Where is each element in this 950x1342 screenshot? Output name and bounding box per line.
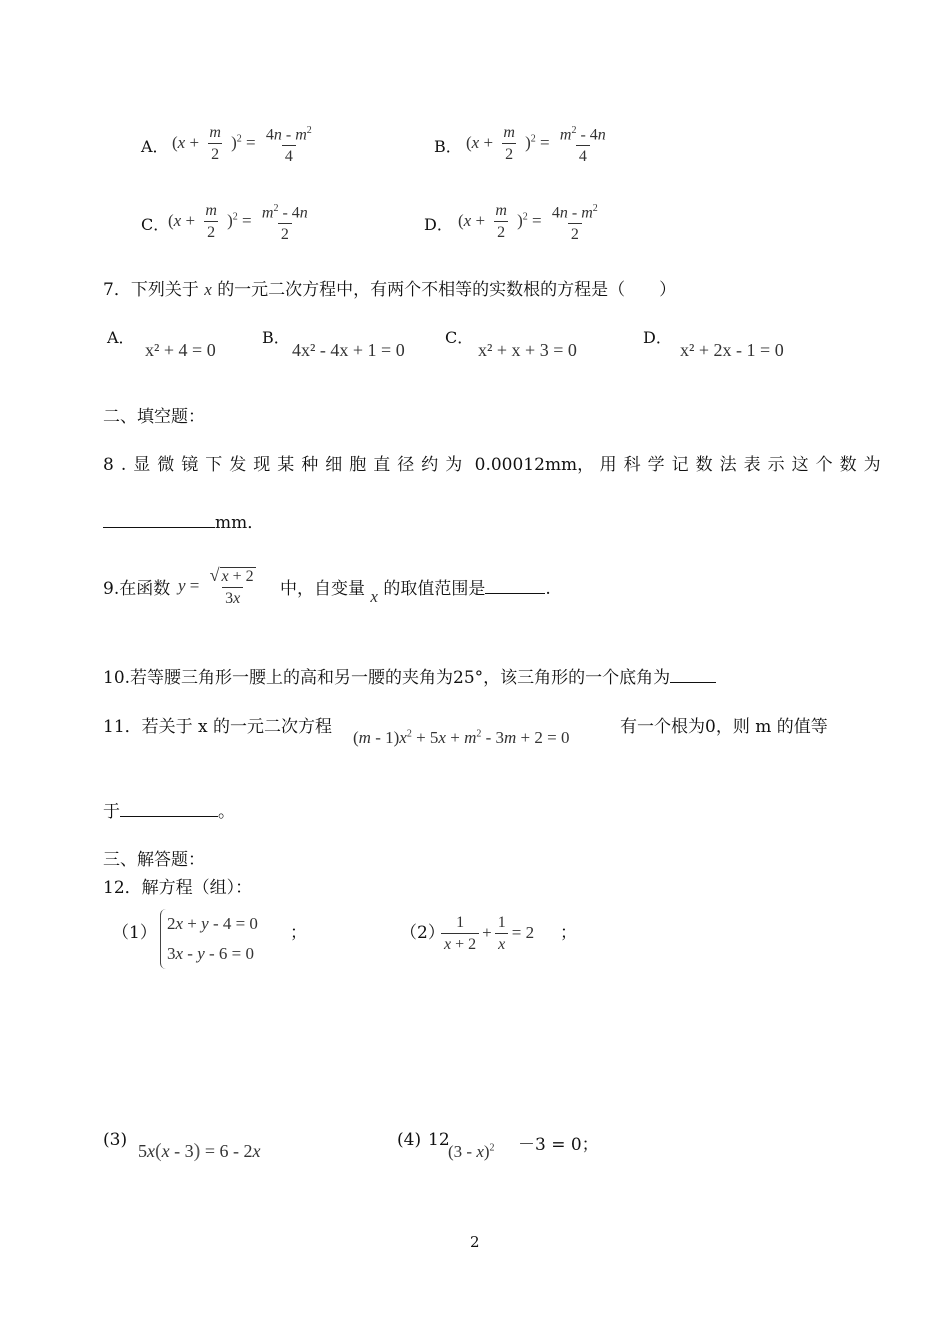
q6-option-c-formula: (x + $\frac{m}{2}$ )$^2$ = $\frac{m^2 - 4n}{2}$ — [168, 202, 308, 244]
q8-stem-rest: 用科学记数法表示这个数为 — [599, 455, 888, 475]
q9-suffix: 的取值范围是 — [383, 579, 486, 599]
q6-option-c-label: C． — [141, 215, 170, 234]
q10-line — [103, 663, 716, 688]
q9-rest — [280, 574, 551, 606]
q7-option-a-formula: x² + 4 = 0 — [145, 340, 216, 360]
q9-prefix: 9.在函数 — [103, 579, 171, 599]
q11-suffix: 有一个根为0，则 m 的值等 — [620, 717, 828, 737]
q9-end: . — [545, 579, 551, 599]
section-2-title: 二、填空题： — [103, 407, 205, 427]
q9-middle: 中，自变量 — [280, 579, 365, 599]
q9-function-formula: y = $\frac{√ x + 2}{3x}$ — [178, 565, 254, 607]
q8-unit: mm． — [215, 513, 265, 533]
q6-option-a-label: A． — [141, 137, 169, 156]
q6-option-d-label: D． — [424, 215, 453, 234]
q12-part4-coef: 12 — [428, 1130, 450, 1150]
q6-option-b-formula: (x + $\frac{m}{2}$ )$^2$ = $\frac{m^2 - 4n}{4}$ — [466, 124, 606, 166]
q6-option-d-formula: (x + $\frac{m}{2}$ )$^2$ = $\frac{4n - m^2}{2}$ — [458, 202, 598, 244]
q11-line2 — [103, 797, 235, 822]
q11-prefix: 11．若关于 x 的一元二次方程 — [103, 717, 333, 737]
q7-option-b-label: B． — [262, 328, 290, 347]
section-3-title: 三、解答题： — [103, 850, 205, 870]
q7-option-d-formula: x² + 2x - 1 = 0 — [680, 340, 784, 360]
q11-line2-prefix: 于 — [103, 802, 120, 822]
page-number: 2 — [470, 1233, 480, 1251]
q12-part1-label: （1） — [112, 923, 157, 943]
q12-part2-semicolon: ； — [560, 923, 577, 943]
q11-equation: $(m - 1)x^2 + 5x + m^2 - 3m + 2 = 0$ — [353, 728, 570, 747]
q12-part2-label: （2） — [400, 923, 445, 943]
q7-stem — [103, 275, 676, 300]
q9-answer-blank[interactable] — [485, 578, 545, 594]
q12-title: 12．解方程（组）： — [103, 878, 253, 898]
q11-end: 。 — [218, 802, 235, 822]
q8-line2 — [103, 508, 264, 533]
q7-stem-prefix: 7．下列关于 — [103, 280, 199, 300]
q10-text: 10.若等腰三角形一腰上的高和另一腰的夹角为25°，该三角形的一个底角为 — [103, 668, 671, 688]
q12-part4-squared-term: (3 - x)$^2$ — [448, 1142, 495, 1161]
q10-answer-blank[interactable] — [670, 667, 716, 683]
q7-option-a-label: A． — [107, 328, 135, 347]
q12-part2-equation: $\frac{1}{x + 2}$ + $\frac{1}{x}$ = 2 — [438, 914, 534, 954]
q7-option-c-label: C． — [445, 328, 474, 347]
q7-option-b-formula: 4x² - 4x + 1 = 0 — [292, 340, 405, 360]
q8-stem: 8.显微镜下发现某种细胞直径约为 — [103, 455, 470, 475]
q6-option-b-label: B． — [434, 137, 462, 156]
q7-stem-variable: x — [204, 280, 212, 299]
q7-stem-rest: 的一元二次方程中，有两个不相等的实数根的方程是（ ） — [217, 280, 677, 300]
q8-answer-blank[interactable] — [103, 512, 215, 528]
q9-variable: x — [370, 587, 378, 606]
q8-value: 0.00012mm， — [474, 455, 595, 475]
q12-part3-equation: 5x(x - 3) = 6 - 2x — [138, 1140, 261, 1162]
q12-part4-label: (4) — [397, 1130, 422, 1150]
q7-option-d-label: D． — [643, 328, 672, 347]
q7-option-c-formula: x² + x + 3 = 0 — [478, 340, 577, 360]
q12-part3-label: (3) — [103, 1130, 128, 1150]
q12-part1-semicolon: ； — [290, 923, 307, 943]
q6-option-a-formula: (x + $\frac{m}{2}$ )$^2$ = $\frac{4n - m^2}{4}$ — [172, 124, 312, 166]
q11-answer-blank[interactable] — [120, 801, 218, 817]
q8-line1 — [103, 450, 888, 475]
q12-part4-rest: －3 = 0； — [518, 1135, 599, 1155]
q12-part1-system: 2x + y - 4 = 0 3x - y - 6 = 0 — [160, 909, 258, 969]
